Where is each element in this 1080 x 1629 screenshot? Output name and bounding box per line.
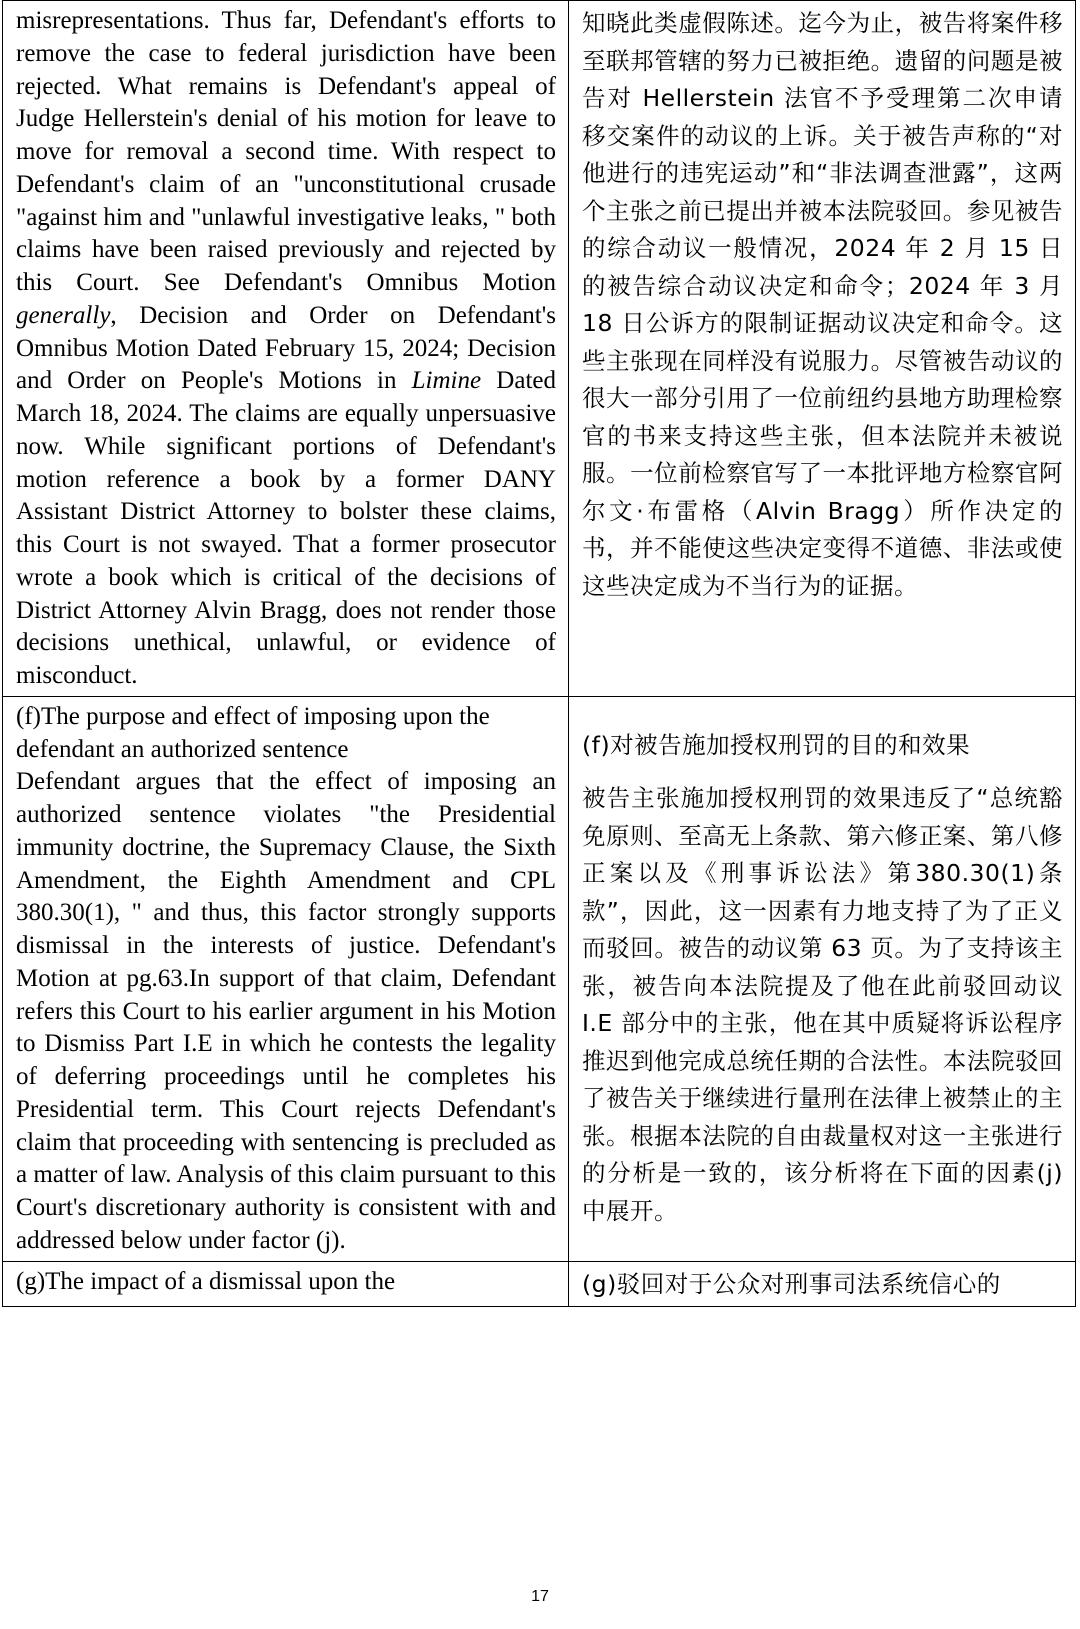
english-text: (g)The impact of a dismissal upon the [16,1267,396,1295]
english-cell [3,1,569,697]
english-cell [3,696,569,1261]
chinese-text: 被告主张施加授权刑罚的效果违反了“总统豁免原则、至高无上条款、第六修正案、第八修正案以及《刑事诉讼法》第380.30(1)条款”，因此，这一因素有力地支持了为了正义而驳回。被告的动议第 63 页。为了支持该主张，被告向本法院提及了他在此前驳回动议 I.E 部分中的主张，他在其中质疑将诉讼程序推迟到他完成总统任期的合法性。本法院驳回了被告关于继续进行量刑在法律上被禁止的主张。根据本法院的自由裁量权对这一主张进行的分析是一致的，该分析将在下面的因素(j)中展开。 [582,784,1063,1225]
section-heading-en: (f)The purpose and effect of imposing upon the defendant an authorized sentence [16,702,490,763]
chinese-cell [569,696,1076,1261]
table-row [3,1261,1076,1307]
table-row [3,1,1076,697]
english-italic-text: generally [16,301,111,329]
english-text: , Decision and Order on Defendant's Omnibus Motion Dated February 15, 2024; Decision and Order on People's Motions in [16,301,556,395]
page-number: 17 [531,1588,549,1605]
bilingual-table [2,0,1076,1307]
section-heading-zh: (f)对被告施加授权刑罚的目的和效果 [582,730,971,759]
english-text: Dated March 18, 2024. The claims are equally unpersuasive now. While significant portions of Defendant's motion reference a book by a former DANY Assistant District Attorney to bolster these claims, this Court is not swayed. That a former prosecutor wrote a book which is critical of the decisions of District Attorney Alvin Bragg, does not render those decisions unethical, unlawful, or evidence of misconduct. [16,367,556,689]
english-text: misrepresentations. Thus far, Defendant's efforts to remove the case to federal jurisdiction have been rejected. What remains is Defendant's appeal of Judge Hellerstein's denial of his motion for leave to move for removal a second time. With respect to Defendant's claim of an "unconstitutional crusade "against him and "unlawful investigative leaks, " both claims have been raised previously and rejected by this Court. See Defendant's Omnibus Motion [16,7,556,296]
chinese-cell [569,1261,1076,1307]
chinese-text: 知晓此类虚假陈述。迄今为止，被告将案件移至联邦管辖的努力已被拒绝。遗留的问题是被告对 Hellerstein 法官不予受理第二次申请移交案件的动议的上诉。关于被告声称的“对他进行的违宪运动”和“非法调查泄露”，这两个主张之前已提出并被本法院驳回。参见被告的综合动议一般情况，2024 年 2 月 15 日的被告综合动议决定和命令；2024 年 3 月 18 日公诉方的限制证据动议决定和命令。这些主张现在同样没有说服力。尽管被告动议的很大一部分引用了一位前纽约县地方助理检察官的书来支持这些主张，但本法院并未被说服。一位前检察官写了一本批评地方检察官阿尔文·布雷格（Alvin Bragg）所作决定的书，并不能使这些决定变得不道德、非法或使这些决定成为不当行为的证据。 [582,9,1063,600]
english-italic-text: Limine [411,367,482,395]
table-row [3,696,1076,1261]
english-cell [3,1261,569,1307]
chinese-cell [569,1,1076,697]
english-text: Defendant argues that the effect of imposing an authorized sentence violates "the Presidential immunity doctrine, the Supremacy Clause, the Sixth Amendment, the Eighth Amendment and CPL 380.30(1), " and thus, this factor strongly supports dismissal in the interests of justice. Defendant's Motion at pg.63.In support of that claim, Defendant refers this Court to his earlier argument in his Motion to Dismiss Part I.E in which he contests the legality of deferring proceedings until he completes his Presidential term. This Court rejects Defendant's claim that proceeding with sentencing is precluded as a matter of law. Analysis of this claim pursuant to this Court's discretionary authority is consistent with and addressed below under factor (j). [16,768,556,1254]
chinese-text: (g)驳回对于公众对刑事司法系统信心的 [582,1269,1001,1298]
